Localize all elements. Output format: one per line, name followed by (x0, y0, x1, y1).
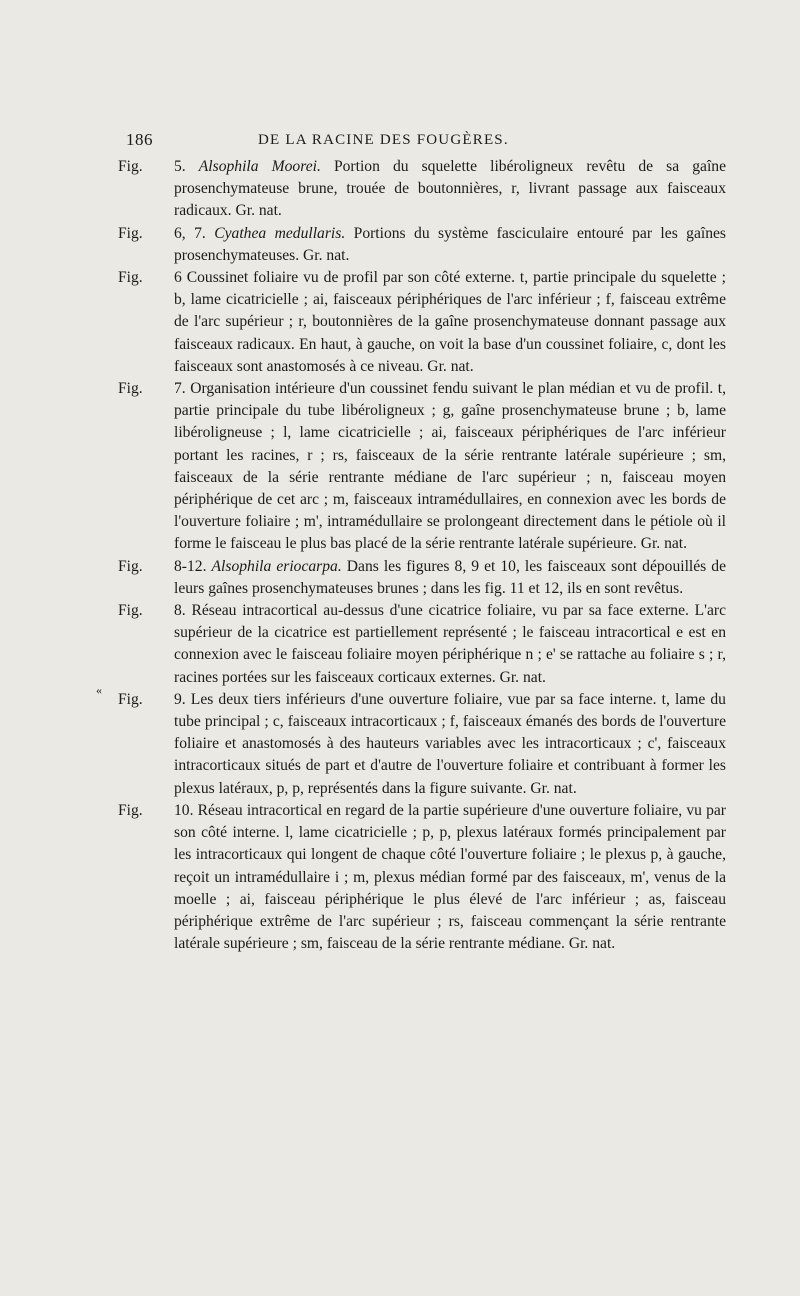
fig-number: 6 (174, 269, 182, 287)
taxon-name: Cyathea medullaris. (214, 224, 346, 242)
caption-text: Réseau intracortical au-dessus d'une cicatrice foliaire, vu par sa face externe. L'arc supérieur de la cicatrice est partiellement représenté ; le faisceau intracortical e est en connexion avec le faisceau foliaire moyen périphérique n ; e' se rattache au foliaire s ; r, racines portées sur les faisceaux corticaux externes. Gr. nat. (174, 602, 727, 686)
fig-label: Fig. (118, 602, 143, 620)
page-header (126, 130, 726, 154)
page-number: 186 (126, 130, 153, 149)
marginal-mark: « (96, 683, 102, 697)
fig-label: Fig. (118, 380, 143, 398)
caption-fig-8-12 (118, 556, 726, 600)
fig-number: 8. (174, 602, 186, 620)
caption-text: Les deux tiers inférieurs d'une ouverture foliaire, vue par sa face interne. t, lame du tube principal ; c, faisceaux intracorticaux ; f, faisceaux émanés des bords de l'ouverture foliaire et anastomosés à des hauteurs variables avec les intracorticaux ; c', faisceaux intracorticaux situés de part et d'autre de l'ouverture foliaire et contribuant à former les plexus latéraux, p, p, représentés dans la figure suivante. Gr. nat. (174, 690, 726, 797)
caption-fig-8 (118, 600, 727, 689)
fig-number: 8-12. (174, 557, 207, 575)
caption-text: Coussinet foliaire vu de profil par son côté externe. t, partie principale du squelette ; b, lame cicatricielle ; ai, faisceaux périphériques de l'arc inférieur ; f, faisceau extrême de l'arc supérieur ; r, boutonnières de la gaîne prosenchymateuse donnant passage aux faisceaux radicaux. En haut, à gauche, on voit la base d'un coussinet foliaire, c, dont les faisceaux sont anastomosés à ce niveau. Gr. nat. (174, 269, 726, 375)
fig-label: Fig. (118, 801, 143, 819)
figure-captions (118, 156, 727, 955)
fig-label: Fig. (118, 269, 143, 287)
caption-text: Organisation intérieure d'un coussinet fendu suivant le plan médian et vu de profil. t, partie principale du tube libéroligneux ; g, gaîne prosenchymateuse brune ; b, lame libéroligneuse ; l, lame cicatricielle ; ai, faisceaux périphériques de l'arc inférieur portant les racines, r ; rs, faisceaux de la série rentrante latérale supérieure ; sm, faisceaux de la série rentrante médiane de l'arc supérieur ; n, faisceau moyen périphérique de cet arc ; m, faisceaux intramédullaires, en connexion avec les bords de l'ouverture foliaire ; m', intramédullaire se prolongeant directement dans le pétiole où il forme le faisceau le plus bas placé de la série rentrante latérale supérieure. Gr. nat. (174, 380, 726, 553)
caption-fig-6-7 (118, 223, 727, 267)
fig-label: Fig. (118, 557, 143, 575)
fig-number: 10. (174, 801, 194, 819)
caption-fig-6 (118, 267, 726, 378)
caption-fig-10 (118, 800, 726, 955)
taxon-name: Alsophila eriocarpa. (211, 557, 342, 575)
fig-number: 7. (174, 380, 186, 398)
fig-number: 5. (174, 158, 186, 175)
caption-fig-5 (118, 156, 727, 223)
caption-text: Portions du système fasciculaire entouré par les gaînes prosenchymateuses. Gr. nat. (174, 224, 727, 264)
fig-label: Fig. (118, 690, 143, 708)
taxon-name: Alsophila Moorei. (198, 158, 321, 175)
caption-fig-9 (118, 689, 726, 800)
caption-text: Portion du squelette libéroligneux revêtu de sa gaîne prosenchymateuse brune, trouée de boutonnières, r, livrant passage aux faisceaux radicaux. Gr. nat. (174, 158, 727, 220)
running-title: DE LA RACINE DES FOUGÈRES. (258, 132, 509, 148)
fig-label: Fig. (118, 224, 143, 242)
fig-number: 6, 7. (174, 224, 206, 242)
caption-fig-7 (118, 378, 726, 556)
fig-label: Fig. (118, 158, 143, 175)
caption-text: Dans les figures 8, 9 et 10, les faisceaux sont dépouillés de leurs gaînes prosenchymateuses brunes ; dans les fig. 11 et 12, ils en sont revêtus. (174, 557, 726, 597)
caption-text: Réseau intracortical en regard de la partie supérieure d'une ouverture foliaire, vu par son côté interne. l, lame cicatricielle ; p, p, plexus latéraux formés principalement par les intracorticaux qui longent de chaque côté l'ouverture foliaire ; le plexus p, à gauche, reçoit un intramédullaire i ; m, plexus médian formé par des faisceaux, m', venus de la moelle ; ai, faisceau périphérique le plus élevé de l'arc inférieur ; as, faisceau périphérique extrême de l'arc supérieur ; rs, faisceau commençant la série rentrante latérale supérieure ; sm, faisceau de la série rentrante médiane. Gr. nat. (174, 801, 726, 953)
fig-number: 9. (174, 690, 186, 708)
